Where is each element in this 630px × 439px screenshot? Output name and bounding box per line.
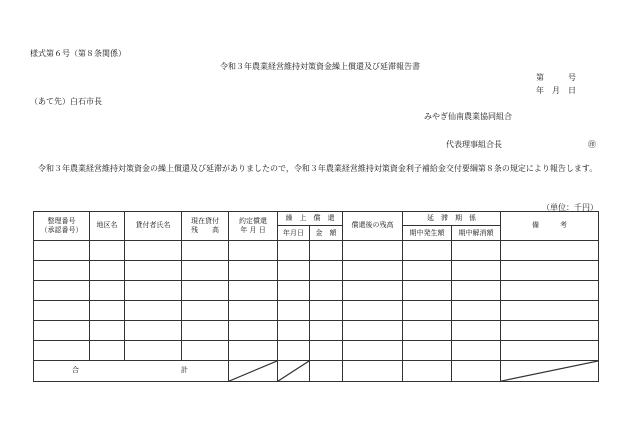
header-genzai-zandaka: 現在貸付 残 高 — [182, 212, 229, 241]
total-label — [34, 360, 229, 381]
addressee: （あて先）白石市長 — [30, 97, 102, 106]
table-row — [34, 320, 599, 340]
total-label-right: 計 — [181, 366, 188, 375]
total-kuriage-date-diagonal — [278, 360, 310, 381]
date-label: 年 月 日 — [536, 86, 576, 95]
seal-mark: ㊞ — [588, 140, 596, 149]
table-row — [34, 280, 599, 300]
representative-title: 代表理事組合長 — [446, 140, 502, 149]
table-row — [34, 260, 599, 280]
table-header-row-1 — [34, 212, 599, 226]
table-row — [34, 340, 599, 360]
table-row — [34, 240, 599, 260]
header-biko: 備 考 — [501, 212, 599, 241]
header-entai-occurred: 期中発生額 — [403, 226, 452, 240]
total-kuriage-amount — [310, 360, 343, 381]
header-kuriage-amount: 金 額 — [310, 226, 343, 240]
unit-note: （単位：千円） — [542, 203, 598, 212]
header-shokango-zandaka: 償還後の残高 — [343, 212, 403, 241]
header-kashitsukesha-shimei: 貸付者氏名 — [125, 212, 182, 241]
header-entai-resolved: 期中解消額 — [452, 226, 501, 240]
table-total-row — [34, 360, 599, 381]
total-shokango-zandaka — [343, 360, 403, 381]
total-label-left: 合 — [72, 366, 79, 375]
total-biko-diagonal — [501, 360, 599, 381]
document-number-label: 第 号 — [536, 73, 576, 82]
form-number: 様式第６号（第８条関係） — [30, 49, 126, 58]
header-kuriage-date: 年月日 — [278, 226, 310, 240]
total-entai-occurred — [403, 360, 452, 381]
header-entai: 延 滞 期 係 — [403, 212, 501, 226]
header-chiku-mei: 地区名 — [90, 212, 125, 241]
report-table — [33, 211, 599, 382]
document-title: 令和３年農業経営維持対策資金繰上償還及び延滞報告書 — [220, 62, 420, 71]
total-entai-resolved — [452, 360, 501, 381]
header-kuriage-shokan: 繰 上 償 還 — [278, 212, 343, 226]
organization-name: みやぎ仙南農業協同組合 — [424, 112, 512, 121]
table-row — [34, 300, 599, 320]
header-seiri-bango: 整理番号 （承認番号） — [34, 212, 90, 241]
total-yakujo-diagonal — [229, 360, 278, 381]
report-body-text: 令和３年農業経営維持対策資金の繰上償還及び延滞がありましたので，令和３年農業経営維持対策資金利子補給金交付要綱第８条の規定により報告します。 — [38, 164, 598, 173]
header-yakujo-shokan: 約定償還 年 月 日 — [229, 212, 278, 241]
